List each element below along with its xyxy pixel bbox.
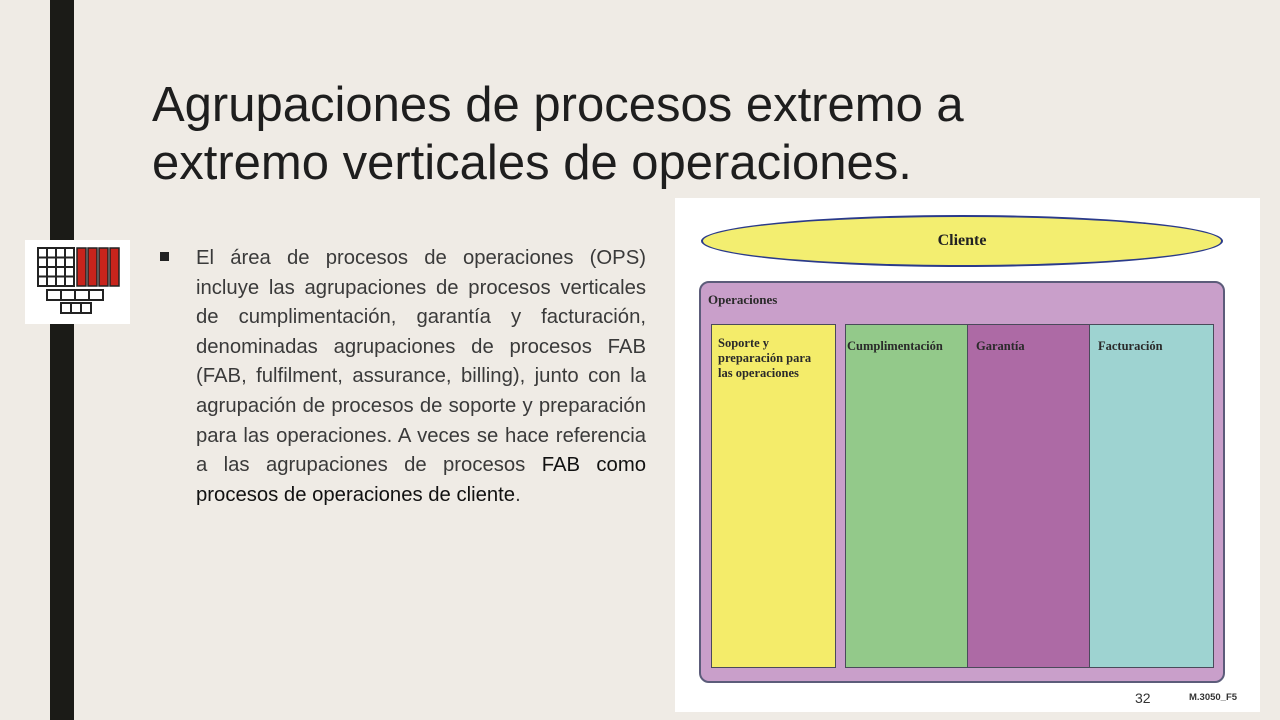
institution-logo <box>25 240 130 324</box>
logo-grid-icon <box>25 240 130 324</box>
column-cumplimentacion <box>845 324 968 668</box>
column-label-facturacion: Facturación <box>1098 339 1163 353</box>
page-number: 32 <box>1135 690 1151 706</box>
operations-diagram <box>675 198 1260 712</box>
bullet-text-end: . <box>515 483 521 506</box>
column-label-cumplimentacion: Cumplimentación <box>847 339 943 353</box>
diagram-code: M.3050_F5 <box>1189 692 1238 703</box>
slide-title: Agrupaciones de procesos extremo a extremo verticales de operaciones. <box>152 78 964 190</box>
client-label: Cliente <box>937 232 987 249</box>
bullet-text-main: El área de procesos de operaciones (OPS) incluye las agrupaciones de procesos verticales de cumplimentación, garantía y facturación, denominadas agrupaciones de procesos FAB (FAB, fulfilment, assurance, billing), junto con la agrupación de procesos de soporte y preparación para las operaciones. A veces se hace referencia a las agrupaciones de procesos <box>196 247 646 477</box>
bullet-text <box>196 244 646 510</box>
column-facturacion <box>1089 324 1214 668</box>
column-label-garantia: Garantía <box>976 339 1025 353</box>
operations-label: Operaciones <box>708 292 778 307</box>
left-accent-bar <box>50 0 74 720</box>
column-label-soporte: Soporte y preparación para las operaciones <box>718 336 812 380</box>
column-garantia <box>967 324 1090 668</box>
bullet-marker <box>160 252 169 261</box>
bullet-text-emphasis: FAB como procesos de operaciones de cliente <box>196 454 646 506</box>
